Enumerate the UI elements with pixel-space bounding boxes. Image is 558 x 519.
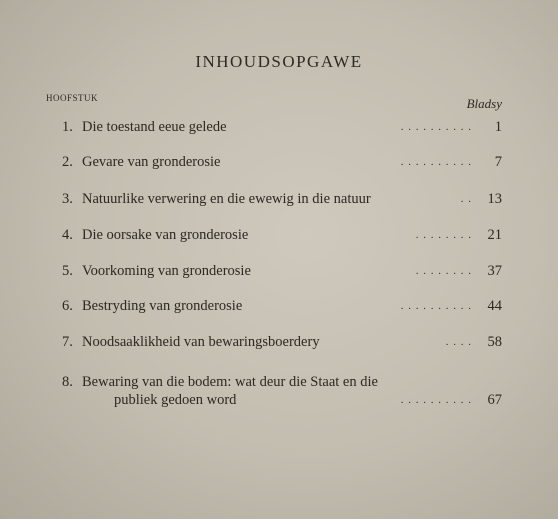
entry-number: 6. — [62, 298, 73, 314]
toc-entry — [62, 226, 502, 244]
entry-page: 37 — [487, 263, 502, 279]
toc-entry — [62, 153, 502, 171]
entry-title: Bestryding van gronderosie — [82, 298, 243, 314]
leader-dots: . . . . . . . . . . — [400, 300, 472, 312]
toc-entry — [62, 262, 502, 280]
toc-entry — [62, 373, 502, 409]
entry-title: Natuurlike verwering en die ewewig in die natuur — [82, 191, 371, 207]
entry-number: 4. — [62, 227, 73, 243]
leader-dots: . . . . — [445, 336, 472, 348]
toc-entry — [62, 297, 502, 315]
entry-page: 1 — [494, 119, 502, 135]
entry-page: 13 — [487, 191, 502, 207]
leader-dots: . . . . . . . . . . — [400, 156, 472, 168]
entry-number: 1. — [62, 119, 73, 135]
entry-number: 3. — [62, 191, 73, 207]
entry-page: 67 — [487, 392, 502, 408]
leader-dots: . . — [460, 193, 472, 205]
entry-page: 7 — [494, 154, 502, 170]
page-column-header: Bladsy — [466, 96, 502, 111]
entry-title-continued: publiek gedoen word — [114, 392, 237, 408]
entry-page: 44 — [487, 298, 502, 314]
page-title: INHOUDSOPGAWE — [195, 52, 363, 71]
entry-page: 58 — [487, 334, 502, 350]
entry-number: 7. — [62, 334, 73, 350]
entry-title: Die toestand eeue gelede — [82, 119, 227, 135]
entry-title: Gevare van gronderosie — [82, 154, 221, 170]
entry-title: Bewaring van die bodem: wat deur die Staat en die — [82, 374, 378, 390]
entry-number: 8. — [62, 374, 73, 390]
leader-dots: . . . . . . . . . . — [400, 121, 472, 133]
toc-entry — [62, 190, 502, 208]
leader-dots: . . . . . . . . — [415, 265, 472, 277]
leader-dots: . . . . . . . . . . — [400, 394, 472, 406]
toc-entry — [62, 118, 502, 136]
entry-page: 21 — [487, 227, 502, 243]
entry-title: Noodsaaklikheid van bewaringsboerdery — [82, 334, 320, 350]
chapter-column-header: HOOFSTUK — [46, 93, 99, 103]
leader-dots: . . . . . . . . — [415, 229, 472, 241]
toc-entry — [62, 333, 502, 351]
entry-title: Die oorsake van gronderosie — [82, 227, 249, 243]
entry-number: 5. — [62, 263, 73, 279]
entry-title: Voorkoming van gronderosie — [82, 263, 251, 279]
entry-number: 2. — [62, 154, 73, 170]
